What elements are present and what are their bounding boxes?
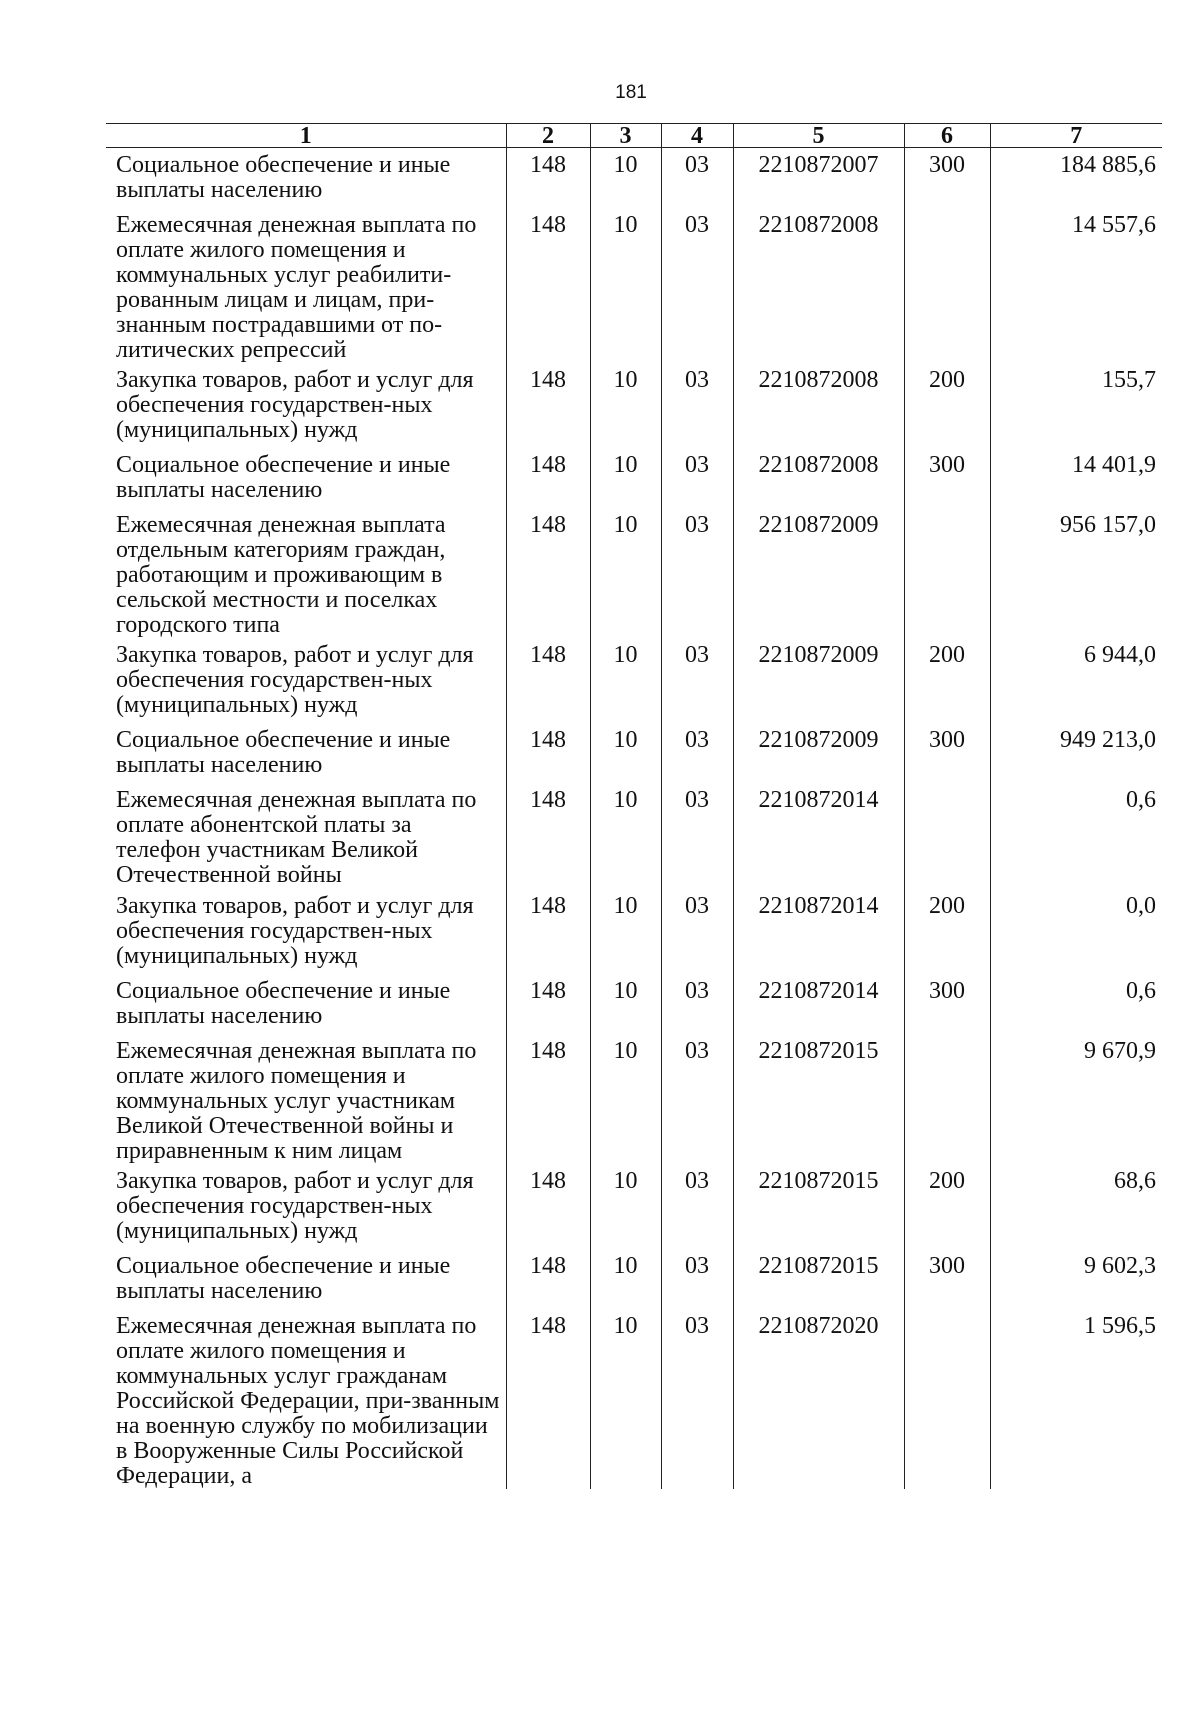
row-col-7: 155,7 [990,363,1162,448]
table-row [106,363,1162,448]
row-col-5: 2210872020 [733,1309,904,1489]
row-name: Ежемесячная денежная выплата по оплате абонентской платы за телефон участникам Великой Отечественной войны [116,786,477,888]
row-col-5: 2210872014 [733,783,904,889]
table-body [106,148,1162,1489]
row-col-6 [904,208,990,363]
row-col-2: 148 [506,974,590,1034]
row-col-7: 949 213,0 [990,723,1162,783]
row-col-6 [904,508,990,638]
row-col-7: 9 670,9 [990,1034,1162,1164]
row-name: Закупка товаров, работ и услуг для обеспечения государствен-ных (муниципальных) нужд [116,366,474,443]
row-col-4: 03 [661,638,733,723]
row-col-5: 2210872008 [733,208,904,363]
row-col-7: 0,6 [990,783,1162,889]
row-col-2: 148 [506,363,590,448]
page-number: 181 [615,82,647,103]
header-col-3: 3 [590,124,661,148]
row-name: Ежемесячная денежная выплата по оплате жилого помещения и коммунальных услуг реабилити-рованным лицам и лицам, при-знанным пострадавшими от по-литических репрессий [116,211,477,363]
budget-table [106,123,1162,1489]
row-col-3: 10 [590,889,661,974]
row-col-4: 03 [661,1034,733,1164]
row-name: Закупка товаров, работ и услуг для обеспечения государствен-ных (муниципальных) нужд [116,641,474,718]
row-col-6: 300 [904,448,990,508]
row-col-6: 200 [904,638,990,723]
row-col-7: 14 557,6 [990,208,1162,363]
row-name: Социальное обеспечение и иные выплаты населению [116,977,451,1029]
row-col-4: 03 [661,508,733,638]
row-col-7: 0,6 [990,974,1162,1034]
header-col-4: 4 [661,124,733,148]
row-col-3: 10 [590,1164,661,1249]
row-col-7: 9 602,3 [990,1249,1162,1309]
row-col-6 [904,1034,990,1164]
row-col-4: 03 [661,889,733,974]
row-col-6: 200 [904,363,990,448]
row-col-3: 10 [590,783,661,889]
row-col-7: 1 596,5 [990,1309,1162,1489]
row-col-2: 148 [506,638,590,723]
row-col-3: 10 [590,363,661,448]
table-row [106,148,1162,208]
row-name: Социальное обеспечение и иные выплаты населению [116,1252,451,1304]
row-col-6: 300 [904,974,990,1034]
table-row [106,889,1162,974]
row-col-7: 0,0 [990,889,1162,974]
row-col-4: 03 [661,1309,733,1489]
row-col-7: 956 157,0 [990,508,1162,638]
row-col-5: 2210872009 [733,723,904,783]
row-col-5: 2210872007 [733,148,904,208]
row-col-3: 10 [590,448,661,508]
row-col-2: 148 [506,1309,590,1489]
row-col-2: 148 [506,208,590,363]
row-col-3: 10 [590,974,661,1034]
row-col-2: 148 [506,723,590,783]
row-col-4: 03 [661,974,733,1034]
row-col-7: 184 885,6 [990,148,1162,208]
row-col-5: 2210872009 [733,638,904,723]
row-col-4: 03 [661,448,733,508]
table-row [106,723,1162,783]
row-col-6: 300 [904,1249,990,1309]
row-col-3: 10 [590,638,661,723]
row-col-2: 148 [506,148,590,208]
table-row [106,448,1162,508]
table-row [106,208,1162,363]
row-name: Ежемесячная денежная выплата по оплате жилого помещения и коммунальных услуг участникам Великой Отечественной войны и приравненным к ним лицам [116,1037,477,1164]
row-col-4: 03 [661,148,733,208]
table-row [106,1164,1162,1249]
row-col-2: 148 [506,1164,590,1249]
row-col-2: 148 [506,1249,590,1309]
row-col-3: 10 [590,208,661,363]
row-col-7: 68,6 [990,1164,1162,1249]
header-row [106,124,1162,148]
row-col-4: 03 [661,1164,733,1249]
row-name: Закупка товаров, работ и услуг для обеспечения государствен-ных (муниципальных) нужд [116,892,474,969]
row-col-5: 2210872015 [733,1164,904,1249]
row-col-5: 2210872015 [733,1249,904,1309]
row-col-6: 200 [904,1164,990,1249]
row-col-5: 2210872015 [733,1034,904,1164]
row-col-2: 148 [506,508,590,638]
row-col-6: 200 [904,889,990,974]
row-col-3: 10 [590,1034,661,1164]
header-col-6: 6 [904,124,990,148]
row-col-7: 6 944,0 [990,638,1162,723]
row-col-5: 2210872014 [733,974,904,1034]
row-name: Закупка товаров, работ и услуг для обеспечения государствен-ных (муниципальных) нужд [116,1167,474,1244]
table-row [106,638,1162,723]
row-col-2: 148 [506,1034,590,1164]
row-col-4: 03 [661,208,733,363]
row-col-6 [904,783,990,889]
row-name: Социальное обеспечение и иные выплаты населению [116,451,451,503]
row-col-5: 2210872009 [733,508,904,638]
row-col-2: 148 [506,448,590,508]
row-col-7: 14 401,9 [990,448,1162,508]
row-col-3: 10 [590,723,661,783]
row-col-6: 300 [904,148,990,208]
row-col-3: 10 [590,1309,661,1489]
row-name: Социальное обеспечение и иные выплаты населению [116,152,451,203]
row-col-2: 148 [506,783,590,889]
row-name: Социальное обеспечение и иные выплаты населению [116,726,451,778]
row-col-4: 03 [661,723,733,783]
row-col-3: 10 [590,508,661,638]
row-col-5: 2210872008 [733,363,904,448]
row-name: Ежемесячная денежная выплата по оплате жилого помещения и коммунальных услуг гражданам Российской Федерации, при-званным на военную службу по мобилизации в Вооруженные Силы Российской Федерации, а [116,1312,500,1489]
table-row [106,783,1162,889]
row-col-5: 2210872014 [733,889,904,974]
row-col-3: 10 [590,1249,661,1309]
table-row [106,508,1162,638]
table-row [106,974,1162,1034]
row-name: Ежемесячная денежная выплата отдельным категориям граждан, работающим и проживающим в сельской местности и поселках городского типа [116,511,446,638]
row-col-6: 300 [904,723,990,783]
row-col-3: 10 [590,148,661,208]
row-col-6 [904,1309,990,1489]
row-col-5: 2210872008 [733,448,904,508]
header-col-7: 7 [990,124,1162,148]
row-col-4: 03 [661,783,733,889]
row-col-2: 148 [506,889,590,974]
table-row [106,1249,1162,1309]
row-col-4: 03 [661,363,733,448]
header-col-5: 5 [733,124,904,148]
header-col-2: 2 [506,124,590,148]
table-row [106,1309,1162,1489]
row-col-4: 03 [661,1249,733,1309]
header-col-1: 1 [106,124,506,148]
table-row [106,1034,1162,1164]
